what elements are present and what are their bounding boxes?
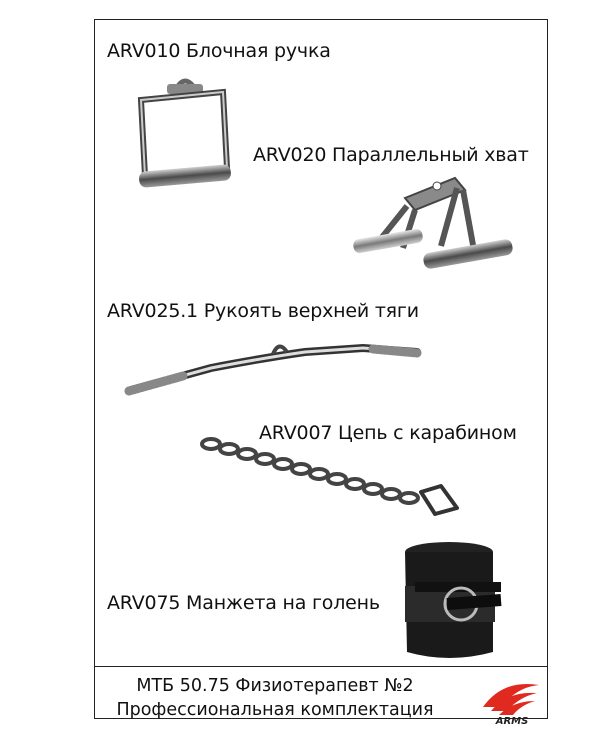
footer-divider bbox=[95, 666, 547, 667]
footer-title: МТБ 50.75 Физиотерапевт №2 bbox=[136, 676, 414, 696]
chain-with-carabiner-image bbox=[199, 434, 459, 516]
ankle-cuff-image bbox=[397, 540, 507, 664]
arms-logo-text: ARMS bbox=[495, 716, 529, 727]
lat-pulldown-bar-image bbox=[123, 334, 423, 404]
product-label-arv007: ARV007 Цепь с карабином bbox=[259, 422, 517, 444]
product-label-arv010: ARV010 Блочная ручка bbox=[107, 40, 331, 62]
product-label-arv025-1: ARV025.1 Рукоять верхней тяги bbox=[107, 300, 419, 322]
product-sheet bbox=[94, 19, 548, 727]
footer-subtitle: Профессиональная комплектация bbox=[116, 700, 434, 720]
stirrup-handle-image bbox=[123, 72, 243, 202]
parallel-grip-handle-image bbox=[345, 168, 525, 278]
product-label-arv020: ARV020 Параллельный хват bbox=[253, 144, 529, 166]
product-label-arv075: ARV075 Манжета на голень bbox=[107, 592, 380, 614]
